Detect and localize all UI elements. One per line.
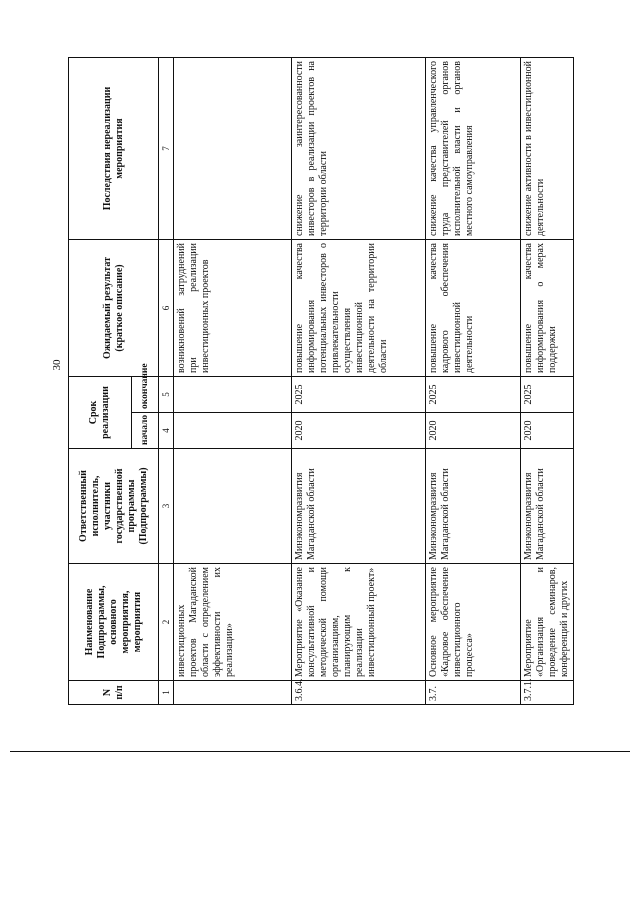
cell-consequences: снижение активности в инвестиционной деятельности [521, 58, 574, 240]
table-row [521, 58, 574, 705]
cell-name: инвестиционных проектов Магаданской области с определением эффективности их реализации» [174, 564, 292, 681]
header-row [69, 58, 132, 705]
cell-end: 2025 [521, 377, 574, 413]
header-num: N п/п [69, 681, 159, 705]
cell-start [174, 413, 292, 449]
cell-responsible: Минэкономразвития Магаданской области [292, 449, 426, 564]
cell-num: 3.7.1. [521, 681, 574, 705]
column-index: 4 [159, 413, 174, 449]
column-index: 7 [159, 58, 174, 240]
cell-start: 2020 [521, 413, 574, 449]
column-index: 3 [159, 449, 174, 564]
cell-name: Основное мероприятие «Кадровое обеспечение инвестиционного процесса» [426, 564, 521, 681]
column-index: 1 [159, 681, 174, 705]
cell-result: возникновений затруднений при реализации инвестиционных проектов [174, 240, 292, 377]
header-start: начало [132, 413, 159, 449]
rotated-table-container [68, 58, 570, 705]
table-row [292, 58, 426, 705]
column-index: 5 [159, 377, 174, 413]
cell-start: 2020 [292, 413, 426, 449]
cell-name: Мероприятие «Организация и проведение семинаров, конференций и других [521, 564, 574, 681]
column-index: 6 [159, 240, 174, 377]
cell-end: 2025 [292, 377, 426, 413]
cell-consequences [174, 58, 292, 240]
cell-result: повышение качества информирования о мерах поддержки [521, 240, 574, 377]
table-row [426, 58, 521, 705]
horizontal-divider [10, 751, 630, 752]
cell-responsible: Минэкономразвития Магаданской области [426, 449, 521, 564]
program-measures-table [68, 57, 574, 705]
cell-num [174, 681, 292, 705]
column-index: 2 [159, 564, 174, 681]
header-end: окончание [132, 377, 159, 413]
rotated-table-frame [68, 58, 570, 705]
cell-responsible [174, 449, 292, 564]
cell-responsible: Минэкономразвития Магаданской области [521, 449, 574, 564]
header-name: Наименование Подпрограммы, основного мероприятия, мероприятия [69, 564, 159, 681]
cell-num: 3.7. [426, 681, 521, 705]
cell-end [174, 377, 292, 413]
header-consequences: Последствия нереализации мероприятия [69, 58, 159, 240]
page-number: 30 [51, 359, 63, 371]
cell-num: 3.6.4. [292, 681, 426, 705]
cell-name: Мероприятие «Оказание консультативной и методической помощи организациям, планирующим к реализации инвестиционный проект» [292, 564, 426, 681]
cell-result: повышение качества информирования потенциальных инвесторов о привлекательности осуществления инвестиционной деятельности на территории области [292, 240, 426, 377]
header-result: Ожидаемый результат (краткое описание) [69, 240, 159, 377]
cell-end: 2025 [426, 377, 521, 413]
cell-consequences: снижение заинтересованности инвесторов в реализации проектов на территории области [292, 58, 426, 240]
cell-result: повышение качества кадрового обеспечения инвестиционной деятельности [426, 240, 521, 377]
header-period: Срок реализации [69, 377, 132, 449]
header-responsible: Ответственный исполнитель, участники государственной программы (Подпрограммы) [69, 449, 159, 564]
cell-consequences: снижение качества управленческого труда представителей органов исполнительной власти и органов местного самоуправления [426, 58, 521, 240]
cell-start: 2020 [426, 413, 521, 449]
column-index-row [159, 58, 174, 705]
table-row [174, 58, 292, 705]
